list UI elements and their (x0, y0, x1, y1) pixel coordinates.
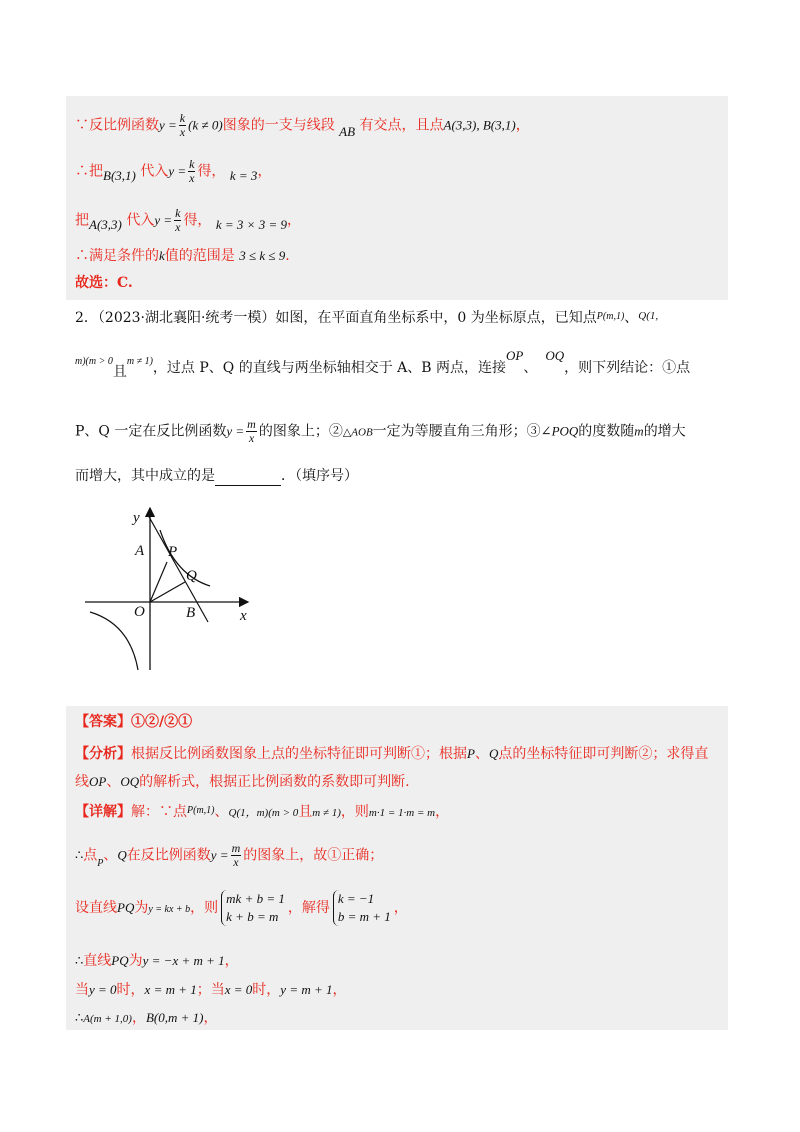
sol1-line-3: 把A(3,3) 代入y = $\frac{k}{x}$ 得， k = 3 × 3 = 9， (75, 206, 301, 234)
analysis-line-2: 线OP、OQ的解析式，根据正比例函数的系数即可判断. (75, 774, 410, 790)
hyperbola-branch-2 (90, 612, 138, 670)
label-b: B (186, 605, 196, 621)
sol1-line-4: ∴满足条件的k值的范围是 3 ≤ k ≤ 9. (75, 248, 290, 264)
solution-system: k = −1 b = m + 1 (333, 890, 391, 926)
label-o: O (134, 604, 145, 620)
question-line-2: $^{m)(m > 0}$且$^{m \ne 1)}$，过点 P、Q 的直线与两坐标轴相交于 A、B 两点，连接OP、OQ，则下列结论：①点 (75, 348, 691, 380)
detail-line-3: 设直线PQ为y = kx + b，则 mk + b = 1 k + b = m ，解得 k = −1 b = m + 1 ， (75, 891, 408, 924)
label-x: x (240, 608, 247, 624)
coordinate-figure (80, 500, 260, 680)
sol1-line-1: ∵反比例函数y = $\frac{k}{x}$ (k ≠ 0)图象的一支与线段 AB 有交点，且点A(3,3), B(3,1)， (75, 111, 530, 139)
question-line-3: P、Q 一定在反比例函数y = $\frac{m}{x}$ 的图象上；②△AOB一定为等腰直角三角形；③∠POQ的度数随m的增大 (75, 417, 686, 445)
answer-blank (215, 471, 281, 486)
fraction: $\frac{k}{x}$ (179, 111, 186, 139)
line-pq (148, 515, 208, 622)
detail-line-5: 当y = 0时，x = m + 1；当x = 0时，y = m + 1， (75, 982, 347, 998)
question-line-1: 2．（2023·湖北襄阳·统考一模）如图，在平面直角坐标系中，0 为坐标原点，已知点$^{P(m,1)}$、$^{Q(1,}$ (75, 310, 659, 326)
label-q: Q (186, 568, 197, 584)
detail-line-2: ∴点$_P$、Q在反比例函数y = $\frac{m}{x}$ 的图象上，故①正确； (75, 841, 384, 869)
answer-line: 【答案】①②/②① (75, 714, 193, 730)
sol1-line-2: ∴把B(3,1) 代入y = $\frac{k}{x}$ 得， k = 3， (75, 157, 272, 185)
analysis-line-1: 【分析】根据反比例函数图象上点的坐标特征即可判断①；根据P、Q点的坐标特征即可判断②；求得直 (75, 746, 709, 762)
question-line-4: 而增大，其中成立的是 ．（填序号） (75, 468, 358, 484)
detail-line-4: ∴直线PQ为y = −x + m + 1， (75, 953, 239, 969)
detail-line-6: ∴A(m + 1,0)，B(0,m + 1)， (75, 1010, 218, 1026)
detail-line-1: 【详解】解：∵点$^{P(m,1)}$、Q(1，m)(m > 0且m ≠ 1)，则m·1 = 1·m = m， (75, 804, 450, 820)
segment-op (150, 562, 167, 602)
label-p: P (168, 544, 178, 560)
equation-system: mk + b = 1 k + b = m (221, 890, 285, 926)
label-y: y (133, 510, 140, 526)
label-a: A (135, 543, 145, 559)
segment-oq (150, 582, 185, 602)
sol1-line-5: 故选：C. (75, 275, 133, 291)
